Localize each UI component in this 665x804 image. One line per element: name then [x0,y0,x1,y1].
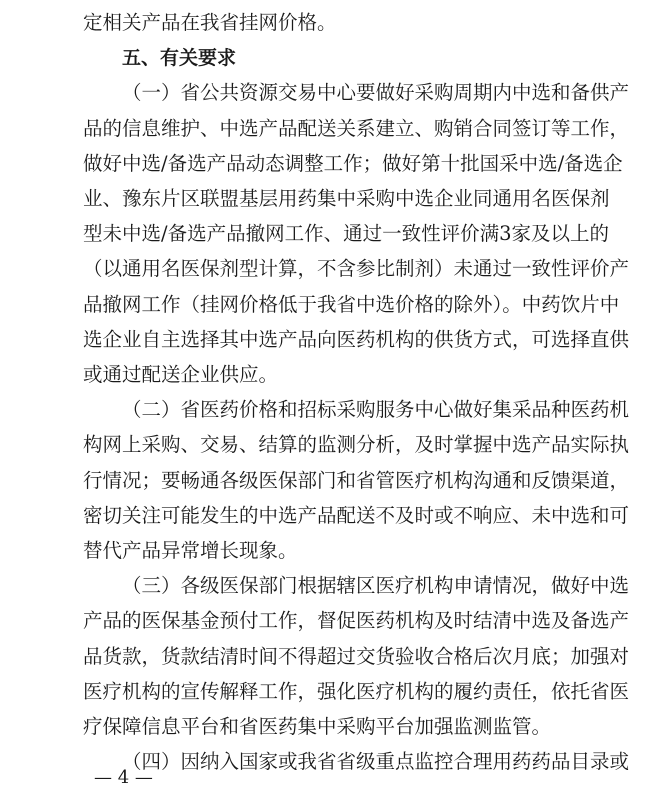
text-line: （四）因纳入国家或我省省级重点监控合理用药药品目录或 [122,750,630,774]
text-line: 疗保障信息平台和省医药集中采购平台加强监测监管。 [83,715,552,738]
section-heading: 五、有关要求 [122,47,237,70]
text-line: 品货款，货款结清时间不得超过交货验收合格后次月底；加强对 [83,644,630,668]
text-line: 医疗机构的宣传解释工作，强化医疗机构的履约责任，依托省医 [83,679,630,703]
text-line: 产品的医保基金预付工作，督促医药机构及时结清中选及备选产 [83,609,630,633]
text-line: （二）省医药价格和招标采购服务中心做好集采品种医药机 [122,398,630,422]
text-line: 密切关注可能发生的中选产品配送不及时或不响应、未中选和可 [83,503,630,527]
text-line: 选企业自主选择其中选产品向医药机构的供货方式，可选择直供 [83,327,630,351]
text-line: 业、豫东片区联盟基层用药集中采购中选企业同通用名医保剂 [83,187,610,210]
text-line: （三）各级医保部门根据辖区医疗机构申请情况，做好中选 [122,574,630,598]
text-line: （一）省公共资源交易中心要做好采购周期内中选和备供产 [122,81,630,105]
page-number: — 4 — [94,767,153,788]
text-line: 做好中选/备选产品动态调整工作；做好第十批国采中选/备选企 [83,151,623,175]
text-line: 定相关产品在我省挂网价格。 [83,11,337,34]
text-line: 品撤网工作（挂网价格低于我省中选价格的除外）。中药饮片中 [83,292,620,316]
text-line: 型未中选/备选产品撤网工作、通过一致性评价满3家及以上的 [83,222,609,246]
text-line: 品的信息维护、中选产品配送关系建立、购销合同签订等工作， [83,116,630,140]
text-line: 替代产品异常增长现象。 [83,539,298,562]
text-line: 行情况；要畅通各级医保部门和省管医疗机构沟通和反馈渠道， [83,468,630,492]
text-line: 构网上采购、交易、结算的监测分析，及时掌握中选产品实际执 [83,433,630,457]
text-line: 或通过配送企业供应。 [83,363,279,386]
text-line: （以通用名医保剂型计算，不含参比制剂）未通过一致性评价产 [83,257,630,281]
